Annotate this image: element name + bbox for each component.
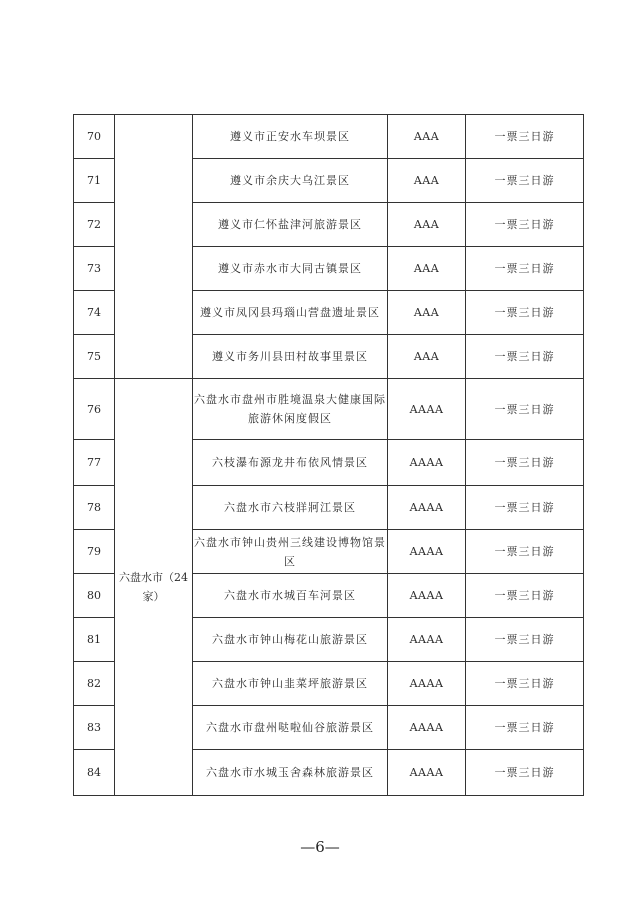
- ticket-type: 一票三日游: [466, 335, 584, 379]
- scenic-name: 遵义市赤水市大同古镇景区: [193, 247, 388, 291]
- scenic-name: 遵义市正安水车坝景区: [193, 115, 388, 159]
- ticket-type: 一票三日游: [466, 247, 584, 291]
- ticket-type: 一票三日游: [466, 291, 584, 335]
- scenic-level: AAAA: [388, 486, 466, 530]
- ticket-type: 一票三日游: [466, 662, 584, 706]
- scenic-name: 六盘水市六枝牂牁江景区: [193, 486, 388, 530]
- row-number: 80: [74, 574, 115, 618]
- scenic-level: AAAA: [388, 750, 466, 796]
- row-number: 74: [74, 291, 115, 335]
- row-number: 77: [74, 440, 115, 486]
- row-number: 73: [74, 247, 115, 291]
- scenic-level: AAA: [388, 247, 466, 291]
- row-number: 83: [74, 706, 115, 750]
- row-number: 72: [74, 203, 115, 247]
- scenic-name: 六盘水市水城玉舍森林旅游景区: [193, 750, 388, 796]
- scenic-level: AAAA: [388, 706, 466, 750]
- row-number: 76: [74, 379, 115, 440]
- scenic-level: AAAA: [388, 530, 466, 574]
- ticket-type: 一票三日游: [466, 618, 584, 662]
- scenic-level: AAAA: [388, 618, 466, 662]
- scenic-name: 遵义市余庆大乌江景区: [193, 159, 388, 203]
- scenic-name: 六盘水市钟山韭菜坪旅游景区: [193, 662, 388, 706]
- ticket-type: 一票三日游: [466, 706, 584, 750]
- row-number: 78: [74, 486, 115, 530]
- scenic-name: 六盘水市钟山贵州三线建设博物馆景区: [193, 530, 388, 574]
- scenic-name: 六枝瀑布源龙井布依风情景区: [193, 440, 388, 486]
- page-number: —6—: [300, 838, 340, 856]
- scenic-area-table: [73, 114, 584, 796]
- city-cell-zunyi: [115, 115, 193, 379]
- row-number: 81: [74, 618, 115, 662]
- row-number: 71: [74, 159, 115, 203]
- ticket-type: 一票三日游: [466, 530, 584, 574]
- row-number: 70: [74, 115, 115, 159]
- row-number: 75: [74, 335, 115, 379]
- table-row: [74, 379, 584, 440]
- row-number: 82: [74, 662, 115, 706]
- scenic-level: AAAA: [388, 662, 466, 706]
- scenic-level: AAA: [388, 291, 466, 335]
- ticket-type: 一票三日游: [466, 115, 584, 159]
- ticket-type: 一票三日游: [466, 379, 584, 440]
- scenic-level: AAAA: [388, 574, 466, 618]
- scenic-level: AAA: [388, 159, 466, 203]
- ticket-type: 一票三日游: [466, 574, 584, 618]
- city-cell-liupanshui: 六盘水市（24家）: [115, 379, 193, 796]
- scenic-level: AAAA: [388, 379, 466, 440]
- scenic-name: 遵义市凤冈县玛瑙山营盘遗址景区: [193, 291, 388, 335]
- scenic-level: AAAA: [388, 440, 466, 486]
- scenic-name: 六盘水市盘州哒啦仙谷旅游景区: [193, 706, 388, 750]
- ticket-type: 一票三日游: [466, 440, 584, 486]
- row-number: 79: [74, 530, 115, 574]
- scenic-name: 六盘水市盘州市胜境温泉大健康国际旅游休闲度假区: [193, 379, 388, 440]
- scenic-name: 遵义市仁怀盐津河旅游景区: [193, 203, 388, 247]
- scenic-level: AAA: [388, 203, 466, 247]
- table-row: [74, 115, 584, 159]
- ticket-type: 一票三日游: [466, 750, 584, 796]
- scenic-name: 遵义市务川县田村故事里景区: [193, 335, 388, 379]
- scenic-name: 六盘水市水城百车河景区: [193, 574, 388, 618]
- ticket-type: 一票三日游: [466, 159, 584, 203]
- row-number: 84: [74, 750, 115, 796]
- ticket-type: 一票三日游: [466, 486, 584, 530]
- ticket-type: 一票三日游: [466, 203, 584, 247]
- scenic-name: 六盘水市钟山梅花山旅游景区: [193, 618, 388, 662]
- scenic-level: AAA: [388, 115, 466, 159]
- scenic-level: AAA: [388, 335, 466, 379]
